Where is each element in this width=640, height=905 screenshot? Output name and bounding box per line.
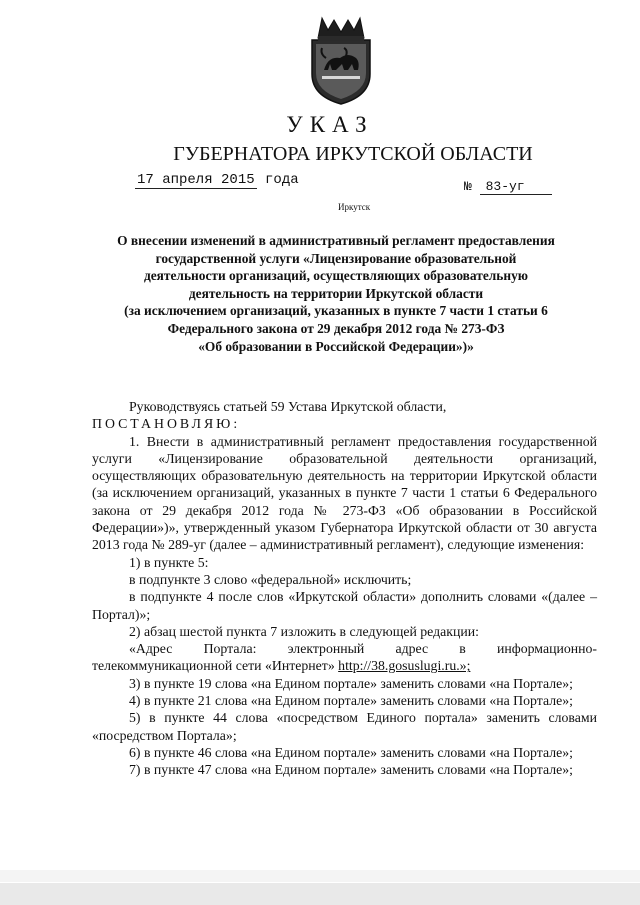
heading-line: «Об образовании в Российской Федерации»)» [198,338,474,354]
intro-paragraph: Руководствуясь статьей 59 Устава Иркутской области, [129,399,447,414]
subitem-1b: в подпункте 4 после слов «Иркутской области» дополнить словами «(далее – Портал)»; [92,589,597,622]
subitem-7: 7) в пункте 47 слова «на Едином портале» заменить словами «на Портале»; [129,762,573,778]
document-number [464,179,552,195]
quote-text: «Адрес Портала: электронный адрес в информационно-телекоммуникационной сети «Интернет» [92,641,597,674]
heading-line: деятельности организаций, осуществляющих образовательную [143,268,529,284]
decree-word: ПОСТАНОВЛЯЮ: [92,416,241,432]
document-issuer: ГУБЕРНАТОРА ИРКУТСКОЙ ОБЛАСТИ [173,143,533,165]
heading-line: Федерального закона от 29 декабря 2012 года № 273-ФЗ [167,320,505,336]
document-body [92,398,597,779]
subitem-6: 6) в пункте 46 слова «на Едином портале» заменить словами «на Портале»; [129,744,573,760]
subitem-1a: в подпункте 3 слово «федеральной» исключить; [129,571,412,587]
scan-bottom-edge [0,883,640,905]
scan-edge [0,870,640,882]
subitem-1: 1) в пункте 5: [129,554,209,570]
date-suffix: года [265,172,299,188]
heading-line: (за исключением организаций, указанных в пункте 7 части 1 статьи 6 [124,303,548,319]
portal-link[interactable]: http://38.gosuslugi.ru.»; [338,658,471,674]
subitem-3: 3) в пункте 19 слова «на Едином портале» заменить словами «на Портале»; [129,675,573,691]
heading-line: государственной услуги «Лицензирование образовательной [155,250,517,266]
number-sign: № [464,179,472,194]
heading-line: деятельность на территории Иркутской области [188,285,484,301]
heading-line: О внесении изменений в административный регламент предоставления [117,233,555,248]
subitem-2-quote [92,640,597,675]
number-value: 83-уг [480,179,552,195]
document-title: УКАЗ [286,112,374,137]
subitem-4: 4) в пункте 21 слова «на Едином портале» заменить словами «на Портале»; [129,693,573,709]
date-value: 17 апреля 2015 [137,172,255,188]
item-1: 1. Внести в административный регламент предоставления государственной услуги «Лицензирование образовательной деятельности организаций, осуществляющих образовательную деятельность на территории Иркутской области (за исключением организаций, указанных в пункте 7 части 1 статьи 6 Федерального закона от 29 декабря 2012 года № 273-ФЗ «Об образовании в Российской Федерации»)», утвержденный указом Губернатора Иркутской области от 30 августа 2013 года № 289-уг (далее – административный регламент), следующие изменения: [92,433,597,553]
subitem-2: 2) абзац шестой пункта 7 изложить в следующей редакции: [129,623,479,639]
document-heading [96,232,576,355]
irkutsk-coat-of-arms-icon [302,10,380,108]
document-city: Иркутск [338,202,371,212]
document-date [135,172,299,188]
subitem-5: 5) в пункте 44 слова «посредством Единого портала» заменить словами «посредством Портала»; [92,710,597,743]
